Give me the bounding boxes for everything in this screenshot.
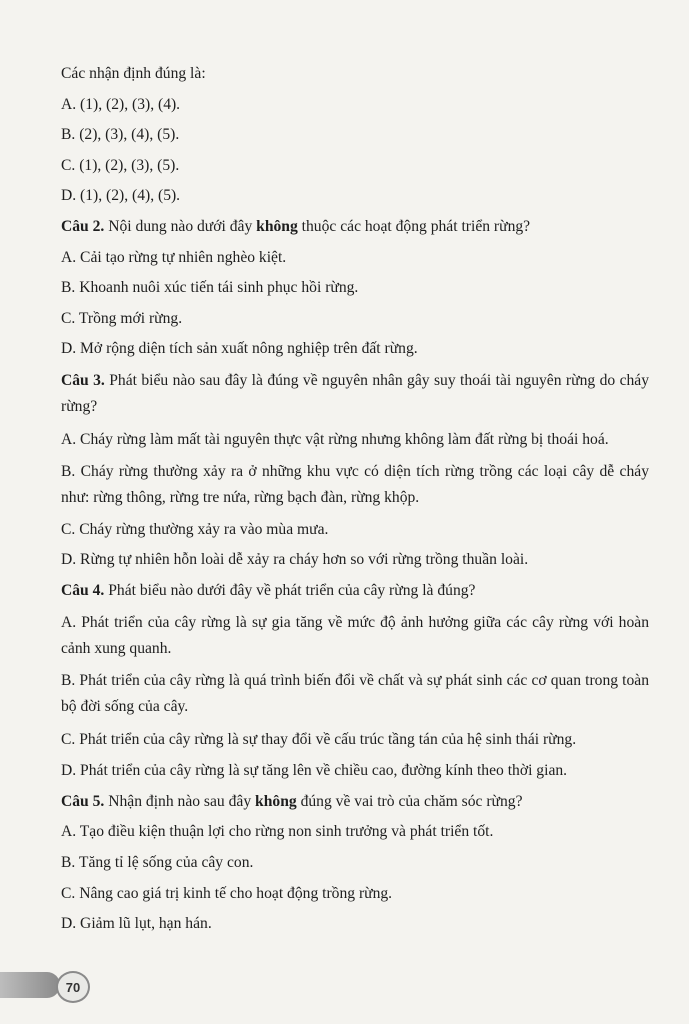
q5-option-b: B. Tăng tỉ lệ sống của cây con. <box>61 854 254 872</box>
q3-option-b: B. Cháy rừng thường xảy ra ở những khu vực có diện tích rừng trồng các loại cây dễ cháy như: rừng thông, rừng tre nứa, rừng bạch đàn, rừng khộp. <box>61 463 649 507</box>
question-text: Phát biểu nào sau đây là đúng về nguyên nhân gây suy thoái tài nguyên rừng do cháy rừng? <box>61 371 650 415</box>
q2-option-c: C. Trồng mới rừng. <box>61 309 183 327</box>
q4-option-c: C. Phát triển của cây rừng là sự thay đổi về cấu trúc tầng tán của hệ sinh thái rừng. <box>61 730 577 748</box>
question-text: đúng về vai trò của chăm sóc rừng? <box>296 792 523 810</box>
question-number: Câu 3. <box>61 371 105 389</box>
page-number: 70 <box>56 971 90 1003</box>
q4-option-d: D. Phát triển của cây rừng là sự tăng lên về chiều cao, đường kính theo thời gian. <box>61 762 568 780</box>
keyword: không <box>256 217 298 235</box>
question-number: Câu 4. <box>61 581 105 599</box>
q5-option-c: C. Nâng cao giá trị kinh tế cho hoạt động trồng rừng. <box>61 884 393 902</box>
q1-option-a: A. (1), (2), (3), (4). <box>61 95 181 113</box>
question-number: Câu 5. <box>61 792 105 810</box>
q4-option-a: A. Phát triển của cây rừng là sự gia tăng về mức độ ảnh hưởng giữa các cây rừng với hoàn cảnh xung quanh. <box>61 613 649 657</box>
question-text: thuộc các hoạt động phát triển rừng? <box>297 217 531 235</box>
q2-option-d: D. Mở rộng diện tích sản xuất nông nghiệp trên đất rừng. <box>61 340 418 358</box>
q3-option-c: C. Cháy rừng thường xảy ra vào mùa mưa. <box>61 520 329 538</box>
q2-option-b: B. Khoanh nuôi xúc tiến tái sinh phục hồi rừng. <box>61 279 359 297</box>
q5-option-a: A. Tạo điều kiện thuận lợi cho rừng non sinh trưởng và phát triển tốt. <box>61 823 494 841</box>
page-content <box>61 62 649 943</box>
q1-option-b: B. (2), (3), (4), (5). <box>61 126 180 144</box>
intro-line: Các nhận định đúng là: <box>61 65 206 82</box>
question-3 <box>61 368 649 420</box>
q4-option-b: B. Phát triển của cây rừng là quá trình biến đổi về chất và sự phát sinh các cơ quan trong toàn bộ đời sống của cây. <box>61 672 649 716</box>
question-text: Nhận định nào sau đây <box>104 792 256 810</box>
question-2 <box>61 215 649 239</box>
q1-option-c: C. (1), (2), (3), (5). <box>61 156 180 174</box>
question-5 <box>61 790 649 814</box>
q3-option-d: D. Rừng tự nhiên hỗn loài dễ xảy ra cháy hơn so với rừng trồng thuần loài. <box>61 551 529 569</box>
question-text: Phát biểu nào dưới đây về phát triển của cây rừng là đúng? <box>104 581 476 599</box>
question-text: Nội dung nào dưới đây <box>104 217 257 235</box>
q1-option-d: D. (1), (2), (4), (5). <box>61 187 181 205</box>
footer-tab <box>0 972 60 998</box>
keyword: không <box>255 792 297 810</box>
question-4 <box>61 579 649 603</box>
q2-option-a: A. Cải tạo rừng tự nhiên nghèo kiệt. <box>61 248 287 266</box>
q5-option-d: D. Giảm lũ lụt, hạn hán. <box>61 915 212 933</box>
q3-option-a: A. Cháy rừng làm mất tài nguyên thực vật rừng nhưng không làm đất rừng bị thoái hoá. <box>61 430 609 448</box>
question-number: Câu 2. <box>61 217 105 235</box>
